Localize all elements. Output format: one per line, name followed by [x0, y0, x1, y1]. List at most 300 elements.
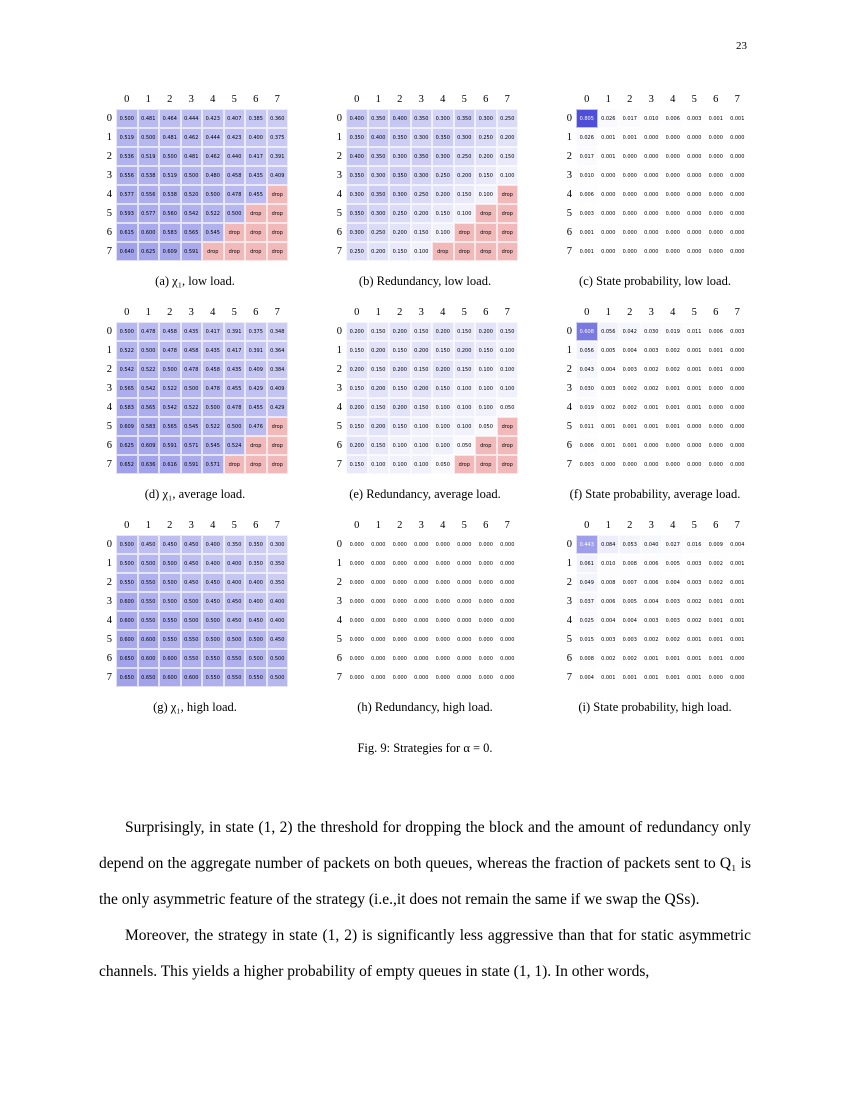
heatmap-cell: 0.500 [116, 109, 138, 128]
heatmap-cell: 0.100 [497, 360, 519, 379]
heatmap-cell: 0.000 [411, 554, 433, 573]
heatmap-cell: 0.565 [116, 379, 138, 398]
heatmap-cell: 0.000 [475, 554, 497, 573]
heatmap-cell: 0.008 [598, 573, 620, 592]
heatmap-cell: 0.250 [389, 204, 411, 223]
column-label: 1 [145, 520, 151, 531]
row-label: 0 [566, 326, 572, 337]
row-label: 5 [336, 421, 342, 432]
heatmap-cell: 0.000 [705, 398, 727, 417]
row-label: 7 [106, 459, 112, 470]
row-label: 1 [566, 132, 572, 143]
heatmap-cell: 0.440 [224, 147, 246, 166]
column-label: 6 [713, 94, 719, 105]
heatmap-cell: 0.455 [245, 398, 267, 417]
heatmap-cell: 0.478 [159, 341, 181, 360]
heatmap-cell: 0.001 [727, 573, 749, 592]
heatmap-cell: 0.300 [432, 147, 454, 166]
row-label: 1 [336, 132, 342, 143]
heatmap-cell: 0.000 [497, 535, 519, 554]
heatmap-cell: 0.500 [159, 554, 181, 573]
heatmap-state-probability-high-load [562, 518, 748, 687]
heatmap-cell: 0.000 [432, 649, 454, 668]
row-label: 3 [336, 170, 342, 181]
heatmap-cell: 0.591 [159, 436, 181, 455]
heatmap-cell: 0.150 [411, 360, 433, 379]
heatmap-cell: 0.003 [598, 379, 620, 398]
heatmap-cell: 0.455 [224, 379, 246, 398]
column-label: 1 [605, 94, 611, 105]
heatmap-cell: 0.011 [576, 417, 598, 436]
column-label: 2 [627, 307, 633, 318]
column-label: 1 [375, 94, 381, 105]
heatmap-cell: 0.500 [181, 379, 203, 398]
row-label: 7 [336, 459, 342, 470]
heatmap-cell: 0.350 [267, 573, 289, 592]
heatmap-panel-i [562, 518, 748, 715]
heatmap-cell: 0.000 [475, 611, 497, 630]
heatmap-cell: 0.250 [454, 147, 476, 166]
heatmap-cell: 0.478 [224, 398, 246, 417]
column-label: 1 [375, 520, 381, 531]
row-label: 2 [336, 151, 342, 162]
column-label: 4 [440, 307, 446, 318]
heatmap-cell: 0.443 [576, 535, 598, 554]
heatmap-cell: 0.429 [267, 398, 289, 417]
heatmap-cell: drop [475, 455, 497, 474]
column-label: 7 [504, 94, 510, 105]
heatmap-cell: 0.409 [267, 379, 289, 398]
row-label: 6 [566, 653, 572, 664]
heatmap-cell: 0.000 [346, 592, 368, 611]
heatmap-cell: 0.100 [497, 341, 519, 360]
row-label: 6 [106, 227, 112, 238]
heatmap-cell: drop [432, 242, 454, 261]
heatmap-cell: 0.450 [159, 535, 181, 554]
heatmap-cell: 0.350 [411, 147, 433, 166]
heatmap-cell: 0.423 [202, 109, 224, 128]
heatmap-cell: 0.000 [662, 166, 684, 185]
heatmap-cell: 0.600 [116, 611, 138, 630]
row-label: 1 [106, 558, 112, 569]
heatmap-cell: drop [454, 242, 476, 261]
heatmap-cell: 0.500 [159, 573, 181, 592]
heatmap-cell: 0.350 [389, 128, 411, 147]
heatmap-cell: 0.600 [138, 223, 160, 242]
heatmap-cell: 0.006 [662, 109, 684, 128]
heatmap-cell: 0.000 [684, 223, 706, 242]
row-label: 2 [106, 151, 112, 162]
heatmap-cell: 0.455 [245, 185, 267, 204]
heatmap-cell: 0.001 [641, 649, 663, 668]
heatmap-cell: 0.478 [181, 360, 203, 379]
heatmap-cell: 0.250 [475, 128, 497, 147]
heatmap-cell: 0.000 [454, 649, 476, 668]
row-label: 4 [566, 402, 572, 413]
heatmap-cell: 0.350 [346, 166, 368, 185]
heatmap-cell: 0.550 [202, 668, 224, 687]
row-label: 3 [106, 383, 112, 394]
heatmap-cell: 0.100 [497, 166, 519, 185]
heatmap-cell: 0.300 [346, 223, 368, 242]
heatmap-cell: 0.200 [432, 322, 454, 341]
heatmap-cell: 0.519 [116, 128, 138, 147]
column-label: 0 [124, 94, 130, 105]
heatmap-cell: 0.000 [684, 166, 706, 185]
heatmap-cell: 0.550 [224, 649, 246, 668]
heatmap-cell: 0.150 [454, 185, 476, 204]
heatmap-cell: 0.000 [619, 147, 641, 166]
heatmap-cell: 0.560 [159, 204, 181, 223]
heatmap-cell: 0.500 [181, 611, 203, 630]
heatmap-cell: 0.001 [598, 147, 620, 166]
heatmap-cell: 0.300 [454, 128, 476, 147]
heatmap-cell: drop [224, 242, 246, 261]
heatmap-cell: drop [497, 242, 519, 261]
row-label: 6 [336, 227, 342, 238]
heatmap-cell: 0.150 [475, 341, 497, 360]
paragraph-2: Moreover, the strategy in state (1, 2) is significantly less aggressive than that for static asymmetric channels. This yields a higher probability of empty queues in state (1, 1). In other words, [99, 927, 751, 980]
row-label: 0 [336, 113, 342, 124]
heatmap-cell: 0.538 [159, 185, 181, 204]
heatmap-cell: 0.000 [684, 204, 706, 223]
heatmap-cell: drop [497, 223, 519, 242]
heatmap-cell: 0.350 [245, 535, 267, 554]
heatmap-cell: 0.000 [346, 573, 368, 592]
column-label: 2 [397, 307, 403, 318]
heatmap-chi1-high-load [102, 518, 288, 687]
heatmap-cell: 0.350 [267, 554, 289, 573]
column-label: 0 [584, 94, 590, 105]
heatmap-redundancy-high-load [332, 518, 518, 687]
heatmap-cell: drop [497, 185, 519, 204]
heatmap-cell: 0.000 [598, 223, 620, 242]
heatmap-cell: drop [497, 204, 519, 223]
row-label: 2 [336, 364, 342, 375]
heatmap-cell: 0.600 [159, 668, 181, 687]
heatmap-cell: 0.591 [181, 455, 203, 474]
heatmap-cell: 0.417 [202, 322, 224, 341]
heatmap-cell: 0.577 [116, 185, 138, 204]
column-label: 2 [627, 520, 633, 531]
heatmap-cell: 0.500 [202, 185, 224, 204]
row-label: 7 [566, 672, 572, 683]
heatmap-cell: 0.003 [598, 630, 620, 649]
heatmap-cell: 0.000 [475, 573, 497, 592]
heatmap-cell: 0.550 [202, 649, 224, 668]
heatmap-cell: 0.250 [346, 242, 368, 261]
heatmap-cell: 0.200 [346, 398, 368, 417]
heatmap-cell: 0.550 [181, 630, 203, 649]
heatmap-cell: 0.004 [619, 611, 641, 630]
heatmap-cell: 0.609 [159, 242, 181, 261]
heatmap-cell: 0.200 [368, 242, 390, 261]
heatmap-cell: 0.000 [727, 417, 749, 436]
heatmap-cell: 0.000 [641, 185, 663, 204]
heatmap-cell: 0.000 [454, 535, 476, 554]
heatmap-cell: 0.550 [138, 592, 160, 611]
row-label: 5 [566, 634, 572, 645]
heatmap-cell: 0.017 [576, 147, 598, 166]
row-label: 3 [106, 596, 112, 607]
row-label: 0 [106, 326, 112, 337]
heatmap-cell: 0.000 [346, 649, 368, 668]
heatmap-cell: 0.481 [138, 109, 160, 128]
heatmap-panel-f [562, 305, 748, 502]
heatmap-panel-d [102, 305, 288, 502]
heatmap-panel-e [332, 305, 518, 502]
column-label: 5 [231, 94, 237, 105]
heatmap-cell: 0.150 [432, 379, 454, 398]
heatmap-cell: 0.100 [454, 379, 476, 398]
heatmap-cell: 0.000 [475, 630, 497, 649]
heatmap-cell: 0.003 [727, 322, 749, 341]
heatmap-cell: drop [267, 436, 289, 455]
heatmap-state-probability-low-load [562, 92, 748, 261]
heatmap-cell: 0.542 [116, 360, 138, 379]
heatmap-cell: 0.435 [202, 341, 224, 360]
heatmap-cell: 0.400 [245, 592, 267, 611]
heatmap-cell: 0.001 [705, 630, 727, 649]
heatmap-cell: 0.040 [641, 535, 663, 554]
heatmap-cell: 0.000 [368, 630, 390, 649]
heatmap-cell: 0.000 [727, 341, 749, 360]
heatmap-cell: 0.002 [641, 630, 663, 649]
heatmap-cell: 0.000 [662, 223, 684, 242]
heatmap-cell: 0.001 [705, 611, 727, 630]
heatmap-cell: 0.000 [727, 204, 749, 223]
heatmap-cell: 0.001 [662, 379, 684, 398]
column-label: 1 [375, 307, 381, 318]
heatmap-cell: drop [267, 204, 289, 223]
column-label: 5 [691, 94, 697, 105]
heatmap-cell: 0.000 [684, 147, 706, 166]
column-label: 4 [210, 94, 216, 105]
heatmap-cell: 0.001 [662, 668, 684, 687]
heatmap-cell: 0.002 [684, 611, 706, 630]
heatmap-cell: 0.550 [159, 611, 181, 630]
heatmap-cell: 0.300 [368, 204, 390, 223]
heatmap-cell: 0.571 [202, 455, 224, 474]
column-label: 1 [605, 307, 611, 318]
heatmap-cell: 0.001 [641, 668, 663, 687]
heatmap-cell: 0.000 [389, 649, 411, 668]
column-label: 4 [670, 520, 676, 531]
heatmap-cell: 0.250 [497, 109, 519, 128]
heatmap-cell: 0.037 [576, 592, 598, 611]
heatmap-cell: 0.100 [389, 455, 411, 474]
heatmap-cell: 0.375 [245, 322, 267, 341]
heatmap-cell: 0.522 [181, 398, 203, 417]
column-label: 6 [483, 520, 489, 531]
heatmap-cell: 0.200 [368, 417, 390, 436]
heatmap-cell: 0.084 [598, 535, 620, 554]
heatmap-panel-c [562, 92, 748, 289]
heatmap-cell: 0.500 [267, 649, 289, 668]
heatmap-cell: 0.000 [411, 630, 433, 649]
heatmap-cell: 0.150 [432, 341, 454, 360]
column-label: 3 [188, 307, 194, 318]
panel-caption-e: (e) Redundancy, average load. [349, 487, 501, 501]
heatmap-cell: 0.001 [684, 379, 706, 398]
heatmap-cell: 0.000 [598, 204, 620, 223]
column-label: 1 [605, 520, 611, 531]
heatmap-cell: 0.350 [245, 554, 267, 573]
heatmap-cell: 0.000 [497, 592, 519, 611]
heatmap-cell: 0.001 [662, 417, 684, 436]
heatmap-cell: 0.000 [497, 649, 519, 668]
heatmap-cell: 0.300 [432, 109, 454, 128]
heatmap-cell: 0.000 [497, 630, 519, 649]
heatmap-cell: 0.000 [705, 436, 727, 455]
row-label: 2 [106, 364, 112, 375]
heatmap-cell: 0.000 [641, 242, 663, 261]
heatmap-cell: 0.300 [368, 166, 390, 185]
heatmap-cell: 0.462 [202, 147, 224, 166]
heatmap-cell: 0.000 [389, 630, 411, 649]
heatmap-cell: 0.100 [432, 436, 454, 455]
heatmap-cell: 0.000 [705, 166, 727, 185]
heatmap-cell: 0.000 [497, 554, 519, 573]
heatmap-cell: 0.100 [454, 398, 476, 417]
heatmap-cell: 0.000 [641, 147, 663, 166]
heatmap-cell: 0.583 [138, 417, 160, 436]
heatmap-cell: 0.001 [705, 360, 727, 379]
heatmap-cell: drop [475, 436, 497, 455]
heatmap-cell: drop [224, 455, 246, 474]
heatmap-cell: 0.001 [662, 649, 684, 668]
heatmap-cell: 0.006 [705, 322, 727, 341]
heatmap-cell: 0.005 [662, 554, 684, 573]
heatmap-cell: 0.003 [684, 554, 706, 573]
column-label: 5 [691, 520, 697, 531]
heatmap-cell: 0.550 [224, 668, 246, 687]
heatmap-cell: 0.200 [497, 128, 519, 147]
heatmap-cell: 0.000 [619, 166, 641, 185]
heatmap-cell: 0.001 [684, 630, 706, 649]
heatmap-cell: 0.391 [224, 322, 246, 341]
column-label: 6 [483, 307, 489, 318]
heatmap-cell: 0.300 [411, 128, 433, 147]
heatmap-cell: 0.478 [202, 379, 224, 398]
heatmap-cell: drop [245, 455, 267, 474]
heatmap-panel-b [332, 92, 518, 289]
heatmap-cell: 0.200 [368, 379, 390, 398]
heatmap-cell: 0.043 [576, 360, 598, 379]
column-label: 3 [418, 520, 424, 531]
heatmap-cell: 0.001 [662, 398, 684, 417]
matrix-corner [332, 92, 346, 109]
heatmap-cell: 0.350 [432, 128, 454, 147]
heatmap-cell: 0.050 [497, 398, 519, 417]
heatmap-cell: 0.556 [116, 166, 138, 185]
row-label: 4 [566, 615, 572, 626]
heatmap-cell: 0.625 [116, 436, 138, 455]
heatmap-cell: 0.464 [159, 109, 181, 128]
heatmap-cell: 0.000 [475, 592, 497, 611]
row-label: 6 [106, 440, 112, 451]
heatmap-cell: 0.011 [684, 322, 706, 341]
heatmap-cell: 0.003 [619, 360, 641, 379]
heatmap-cell: 0.150 [432, 204, 454, 223]
heatmap-cell: 0.004 [598, 611, 620, 630]
heatmap-cell: 0.583 [159, 223, 181, 242]
column-label: 6 [253, 94, 259, 105]
heatmap-cell: 0.100 [432, 417, 454, 436]
heatmap-cell: 0.450 [202, 592, 224, 611]
heatmap-cell: 0.600 [138, 649, 160, 668]
heatmap-cell: 0.000 [619, 223, 641, 242]
heatmap-cell: 0.150 [389, 417, 411, 436]
heatmap-cell: 0.000 [454, 592, 476, 611]
heatmap-cell: 0.200 [411, 204, 433, 223]
heatmap-cell: 0.400 [267, 611, 289, 630]
heatmap-cell: 0.650 [116, 649, 138, 668]
heatmap-cell: 0.009 [705, 535, 727, 554]
heatmap-cell: 0.450 [267, 630, 289, 649]
heatmap-cell: 0.300 [267, 535, 289, 554]
column-label: 7 [274, 307, 280, 318]
column-label: 5 [461, 94, 467, 105]
row-label: 0 [566, 113, 572, 124]
heatmap-cell: drop [497, 455, 519, 474]
matrix-corner [332, 518, 346, 535]
heatmap-cell: 0.019 [576, 398, 598, 417]
column-label: 2 [167, 94, 173, 105]
heatmap-cell: 0.000 [641, 455, 663, 474]
heatmap-cell: 0.616 [159, 455, 181, 474]
heatmap-cell: 0.000 [598, 185, 620, 204]
heatmap-cell: 0.003 [619, 630, 641, 649]
heatmap-cell: 0.478 [224, 185, 246, 204]
heatmap-cell: 0.001 [598, 436, 620, 455]
heatmap-cell: 0.008 [619, 554, 641, 573]
heatmap-cell: 0.150 [454, 360, 476, 379]
heatmap-cell: 0.300 [475, 109, 497, 128]
matrix-corner [332, 305, 346, 322]
heatmap-cell: 0.000 [705, 417, 727, 436]
heatmap-cell: 0.571 [181, 436, 203, 455]
heatmap-cell: drop [245, 436, 267, 455]
heatmap-cell: 0.150 [454, 322, 476, 341]
heatmap-cell: 0.500 [159, 592, 181, 611]
column-label: 2 [397, 94, 403, 105]
column-label: 1 [145, 307, 151, 318]
heatmap-cell: 0.609 [116, 417, 138, 436]
heatmap-cell: 0.061 [576, 554, 598, 573]
heatmap-cell: 0.001 [727, 611, 749, 630]
heatmap-cell: 0.522 [138, 360, 160, 379]
column-label: 3 [188, 94, 194, 105]
heatmap-cell: 0.006 [641, 554, 663, 573]
row-label: 0 [106, 113, 112, 124]
heatmap-cell: 0.550 [181, 649, 203, 668]
heatmap-cell: 0.000 [368, 554, 390, 573]
heatmap-cell: 0.550 [138, 611, 160, 630]
heatmap-cell: drop [475, 242, 497, 261]
heatmap-cell: 0.150 [389, 341, 411, 360]
heatmap-cell: 0.000 [497, 611, 519, 630]
heatmap-cell: 0.000 [705, 455, 727, 474]
panel-caption-i: (i) State probability, high load. [578, 700, 732, 714]
heatmap-cell: 0.150 [497, 147, 519, 166]
heatmap-cell: 0.010 [576, 166, 598, 185]
row-label: 4 [336, 402, 342, 413]
heatmap-cell: 0.006 [641, 573, 663, 592]
heatmap-cell: 0.462 [181, 128, 203, 147]
heatmap-cell: 0.481 [181, 147, 203, 166]
heatmap-cell: 0.001 [684, 341, 706, 360]
